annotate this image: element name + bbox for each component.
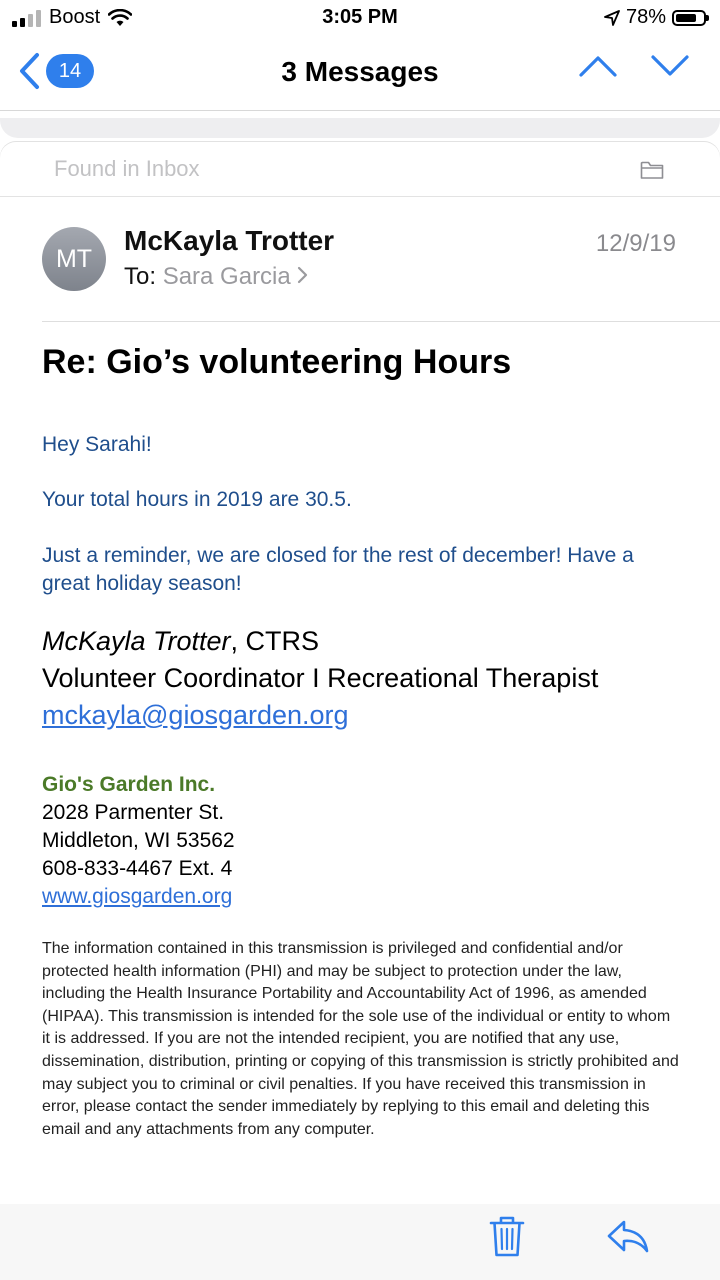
reminder-text: Just a reminder, we are closed for the rest of december! Have a great holiday season! xyxy=(42,544,634,595)
organization-name: Gio's Garden Inc. xyxy=(42,773,216,796)
hours-text: Your total hours in 2019 are 30.5. xyxy=(42,488,352,511)
chevron-right-icon xyxy=(297,266,309,284)
header-divider xyxy=(0,196,720,197)
chevron-up-icon xyxy=(578,54,618,78)
website-link[interactable]: www.giosgarden.org xyxy=(42,885,233,908)
chevron-down-icon xyxy=(650,54,690,78)
battery-percent: 78% xyxy=(625,6,666,28)
sender-name[interactable]: McKayla Trotter xyxy=(124,225,335,256)
nav-divider xyxy=(0,110,720,111)
confidentiality-disclaimer: The information contained in this transmission is privileged and confidential and/or protected health information (PHI) and may be subject to protection under the law, including the Health Insurance Portability and Accountability Act of 1996, as amended (HIPAA). This transmission is intended for the sole use of the individual or entity to whom it is addressed. If you are not the intended recipient, you are notified that any use, dissemination, distribution, printing or copying of this transmission is strictly prohibited and may subject you to criminal or civil penalties. If you have received this transmission in error, please contact the sender immediately by replying to this email and deleting this email and any attachments from any computer. xyxy=(42,940,679,1138)
next-message-button[interactable] xyxy=(650,54,690,83)
message-date: 12/9/19 xyxy=(595,230,676,257)
signature-email-link[interactable]: mckayla@giosgarden.org xyxy=(42,700,349,730)
found-in-inbox-label: Found in Inbox xyxy=(54,156,200,181)
previous-message-button[interactable] xyxy=(578,54,618,83)
location-arrow-icon xyxy=(604,10,620,26)
signature-name: McKayla Trotter xyxy=(42,626,231,656)
trash-icon[interactable] xyxy=(488,1214,526,1258)
battery-fill xyxy=(676,14,696,22)
avatar[interactable]: MT xyxy=(42,227,106,291)
to-label: To: xyxy=(124,263,157,290)
signature-role: Volunteer Coordinator I Recreational Therapist xyxy=(42,663,599,693)
address-city: Middleton, WI 53562 xyxy=(42,829,235,852)
battery-icon xyxy=(672,10,706,26)
carrier-label: Boost xyxy=(49,6,101,28)
recipient-name[interactable]: Sara Garcia xyxy=(162,263,291,290)
folder-icon[interactable] xyxy=(640,160,664,180)
sender-divider xyxy=(42,321,720,322)
signature-credential: , CTRS xyxy=(230,626,320,656)
greeting-text: Hey Sarahi! xyxy=(42,433,152,456)
signature-name-line xyxy=(42,626,319,657)
phone-number[interactable]: 608-833-4467 Ext. 4 xyxy=(42,857,233,880)
unread-count-badge: 14 xyxy=(46,54,94,88)
status-bar xyxy=(0,0,720,36)
message-subject: Re: Gio’s volunteering Hours xyxy=(42,343,512,381)
address-street: 2028 Parmenter St. xyxy=(42,801,225,824)
recipient-row[interactable] xyxy=(124,263,309,291)
page-title: 3 Messages xyxy=(281,56,439,87)
reply-icon[interactable] xyxy=(606,1218,650,1254)
navigation-bar xyxy=(0,40,720,110)
clock: 3:05 PM xyxy=(322,6,398,28)
previous-message-stack[interactable] xyxy=(0,118,720,138)
